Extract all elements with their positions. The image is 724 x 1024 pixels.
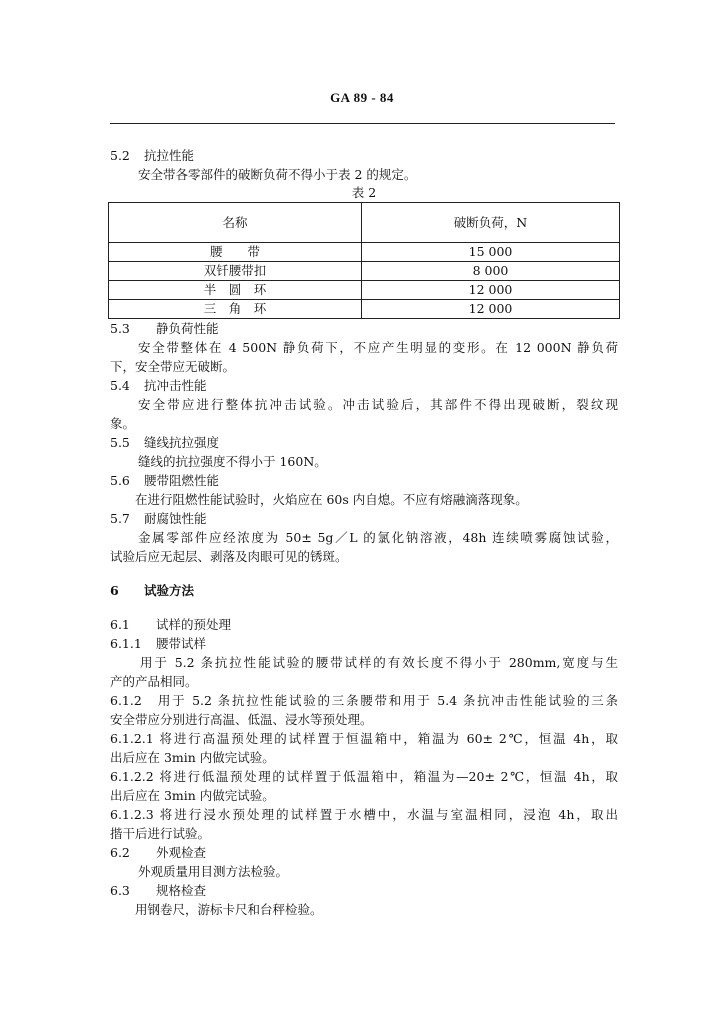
cell-part-name: 三 角 环 [109, 300, 362, 319]
section-6-1-heading [110, 615, 618, 634]
section-6-1-1-body-line: 用于 5.2 条抗拉性能试验的腰带试样的有效长度不得小于 280mm,宽度与生 [140, 655, 618, 670]
document-code-header: GA 89 - 84 [330, 90, 394, 105]
section-6-3-heading [110, 881, 618, 900]
cell-breaking-load: 8 000 [362, 262, 620, 281]
section-number: 6.3 [110, 883, 130, 898]
breaking-load-table [108, 202, 620, 319]
section-6-1-2-3-line: 6.1.2.3 将进行浸水预处理的试样置于水槽中，水温与室温相同，浸泡 4h，取出 [110, 807, 618, 822]
table-row [109, 262, 620, 281]
section-title: 试样的预处理 [156, 617, 232, 632]
column-header-name: 名称 [109, 203, 362, 243]
section-6-1-2-line: 安全带应分别进行高温、低温、浸水等预处理。 [110, 712, 373, 727]
section-title: 腰带阻燃性能 [144, 473, 220, 488]
cell-part-name: 双钎腰带扣 [109, 262, 362, 281]
section-number: 5.7 [110, 511, 130, 526]
section-title: 抗冲击性能 [144, 378, 207, 393]
cell-breaking-load: 12 000 [362, 281, 620, 300]
chapter-title: 试验方法 [144, 583, 195, 598]
section-6-2-heading [110, 843, 618, 862]
section-6-1-2-2-line: 出后应在 3min 内做完试验。 [110, 788, 275, 803]
section-title: 缝线抗拉强度 [144, 435, 220, 450]
section-5-3-body-line: 下，安全带应无破断。 [110, 359, 236, 374]
table-2-caption: 表 2 [351, 185, 377, 200]
section-5-7-heading [110, 509, 618, 528]
section-5-7-body-line: 金属零部件应经浓度为 50± 5g／L 的氯化钠溶液，48h 连续喷雾腐蚀试验， [138, 530, 618, 545]
section-number: 6.2 [110, 845, 130, 860]
section-5-5-heading [110, 433, 618, 452]
document-body [110, 146, 618, 919]
chapter-6-heading [110, 581, 618, 600]
section-6-1-1-body-line: 产的产品相同。 [110, 674, 198, 689]
section-5-5-body: 缝线的抗拉强度不得小于 160N。 [138, 454, 327, 469]
section-6-1-2-line: 6.1.2 用于 5.2 条抗拉性能试验的三条腰带和用于 5.4 条抗冲击性能试验的三条 [110, 693, 618, 708]
section-number: 5.2 [110, 148, 130, 163]
section-number: 5.5 [110, 435, 130, 450]
table-row [109, 281, 620, 300]
section-5-6-body: 在进行阻燃性能试验时，火焰应在 60s 内自熄。不应有熔融滴落现象。 [135, 492, 528, 507]
cell-breaking-load: 12 000 [362, 300, 620, 319]
section-title: 规格检查 [156, 883, 207, 898]
header-rule [110, 123, 615, 124]
section-5-2-heading [110, 146, 618, 165]
section-number: 5.4 [110, 378, 130, 393]
section-5-3-heading [110, 319, 618, 338]
section-number: 5.6 [110, 473, 130, 488]
table-row [109, 243, 620, 262]
section-5-4-heading [110, 376, 618, 395]
section-title: 耐腐蚀性能 [144, 511, 207, 526]
cell-part-name: 腰 带 [109, 243, 362, 262]
section-6-1-2-2-line: 6.1.2.2 将进行低温预处理的试样置于低温箱中，箱温为—20± 2℃，恒温 4h，取 [110, 769, 618, 784]
table-header-row [109, 203, 620, 243]
section-6-1-1-heading [110, 634, 618, 653]
column-header-load: 破断负荷，N [362, 203, 620, 243]
cell-part-name: 半 圆 环 [109, 281, 362, 300]
table-row [109, 300, 620, 319]
section-number: 6.1 [110, 617, 130, 632]
section-title: 腰带试样 [156, 636, 207, 651]
section-5-6-heading [110, 471, 618, 490]
section-title: 静负荷性能 [156, 321, 219, 336]
section-6-2-body: 外观质量用目测方法检验。 [138, 864, 289, 879]
section-5-7-body-line: 试验后应无起层、剥落及肉眼可见的锈斑。 [110, 549, 348, 564]
section-title: 抗拉性能 [144, 148, 195, 163]
section-5-2-body: 安全带各零部件的破断负荷不得小于表 2 的规定。 [138, 167, 417, 182]
section-title: 外观检查 [156, 845, 207, 860]
cell-breaking-load: 15 000 [362, 243, 620, 262]
section-number: 5.3 [110, 321, 130, 336]
section-6-1-2-1-line: 6.1.2.1 将进行高温预处理的试样置于恒温箱中，箱温为 60± 2℃，恒温 4h，取 [110, 731, 618, 746]
section-6-3-body: 用钢卷尺，游标卡尺和台秤检验。 [135, 902, 323, 917]
section-number: 6.1.1 [110, 636, 142, 651]
section-6-1-2-3-line: 揩干后进行试验。 [110, 826, 211, 841]
section-5-4-body-line: 象。 [110, 416, 136, 431]
chapter-number: 6 [110, 583, 119, 598]
section-6-1-2-1-line: 出后应在 3min 内做完试验。 [110, 750, 275, 765]
section-5-4-body-line: 安全带应进行整体抗冲击试验。冲击试验后，其部件不得出现破断，裂纹现 [138, 397, 618, 412]
section-5-3-body-line: 安全带整体在 4 500N 静负荷下，不应产生明显的变形。在 12 000N 静负荷 [138, 340, 618, 355]
